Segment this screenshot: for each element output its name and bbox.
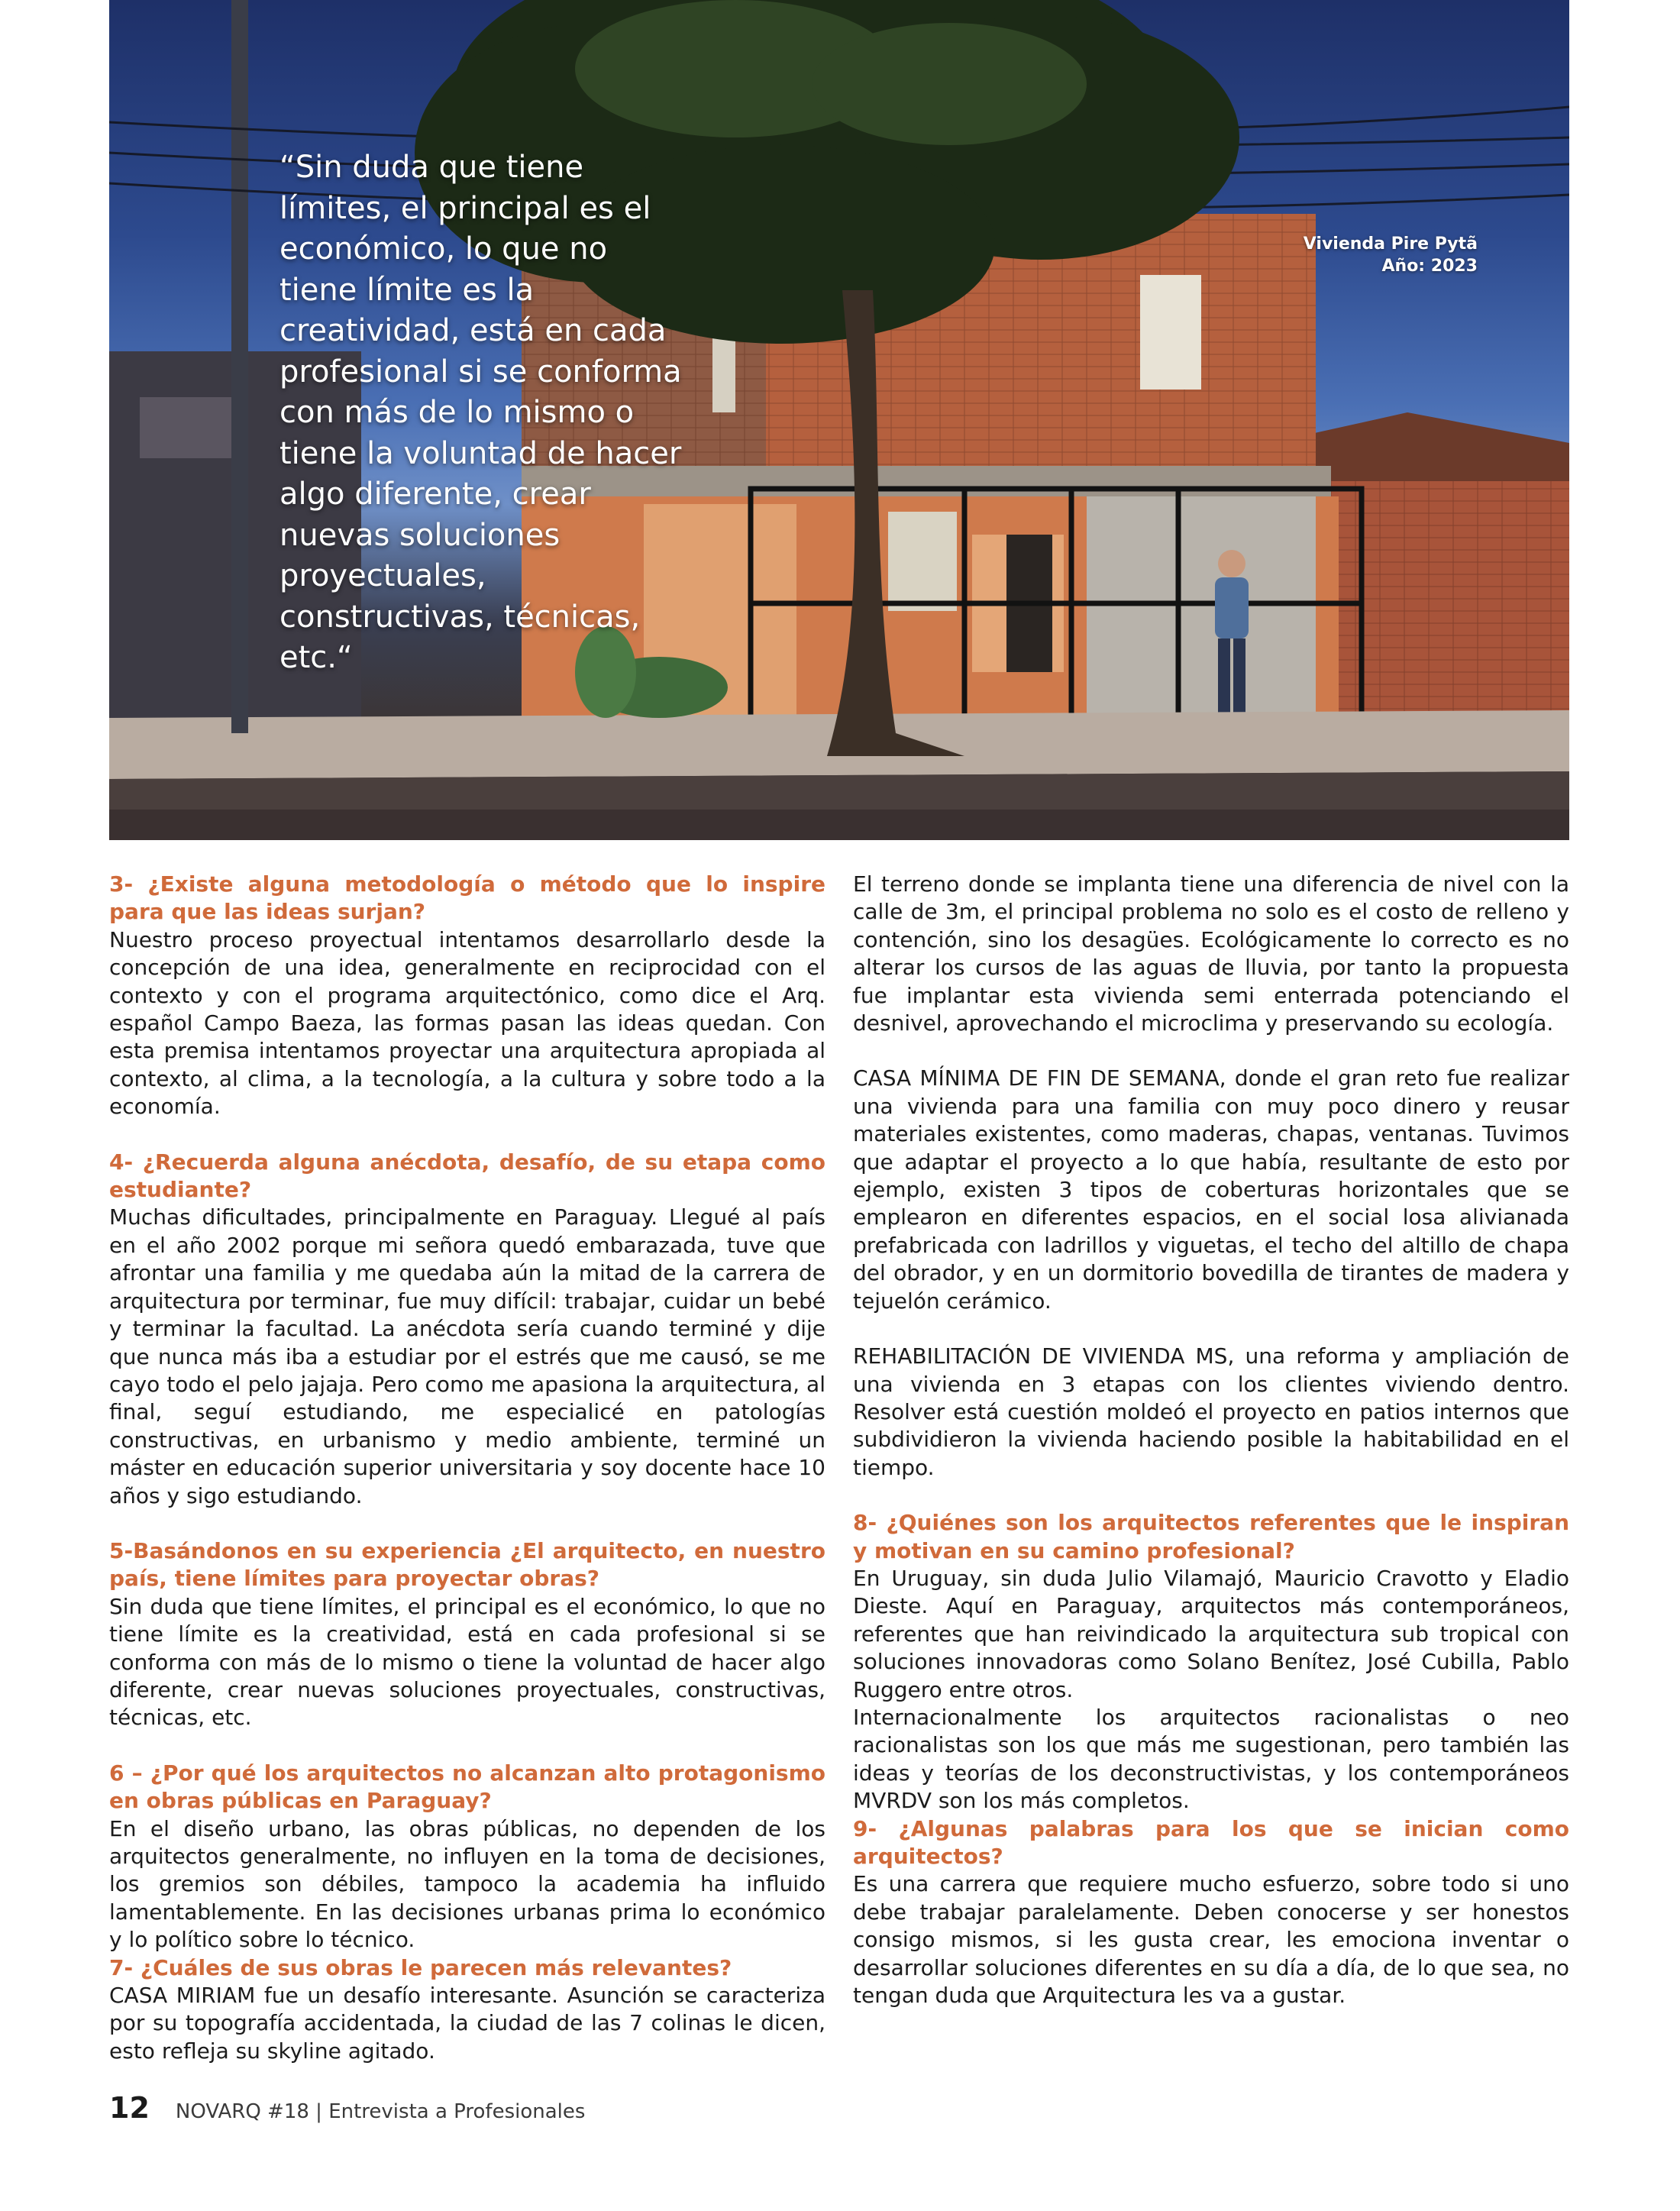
caption-project-name: Vivienda Pire Pytã (1303, 234, 1478, 254)
left-column (109, 871, 825, 2065)
page-number: 12 (109, 2091, 150, 2125)
question-4: 4- ¿Recuerda alguna anécdota, desafío, de su etapa como estudiante? (109, 1149, 825, 1203)
photo-caption (1304, 233, 1478, 277)
answer-9: Es una carrera que requiere mucho esfuerzo, sobre todo si uno debe trabajar paralelamente. Deben conocerse y ser honestos consigo mismos, si les gusta crear, les emociona inventar o desarrollar soluciones diferentes en su día a día, de lo que sea, no tengan duda que Arquitectura les va a gustar. (853, 1871, 1569, 2009)
question-9: 9- ¿Algunas palabras para los que se inician como arquitectos? (853, 1815, 1569, 1869)
answer-7: CASA MIRIAM fue un desafío interesante. Asunción se caracteriza por su topografía accidentada, la ciudad de las 7 colinas le dicen, esto refleja su skyline agitado. (109, 1983, 825, 2064)
question-5: 5-Basándonos en su experiencia ¿El arquitecto, en nuestro país, tiene límites para proyectar obras? (109, 1537, 825, 1592)
caption-year: Año: 2023 (1381, 257, 1478, 276)
paragraph-casa-miriam: El terreno donde se implanta tiene una diferencia de nivel con la calle de 3m, el principal problema no solo es el costo de relleno y contención, sino los desagües. Ecológicamente lo correcto es no alterar los cursos de las aguas de lluvia, por tanto la propuesta fue implantar esta vivienda semi enterrada potenciando el desnivel, aprovechando el microclima y preservando su ecología. (853, 871, 1569, 1036)
page-footer (109, 2091, 585, 2126)
question-3: 3- ¿Existe alguna metodología o método que lo inspire para que las ideas surjan? (109, 871, 825, 925)
question-8: 8- ¿Quiénes son los arquitectos referentes que le inspiran y motivan en su camino profesional? (853, 1510, 1569, 1563)
answer-4: Muchas dificultades, principalmente en Paraguay. Llegué al país en el año 2002 porque mi señora quedó embarazada, tuve que afrontar una familia y me quedaba aún la mitad de la carrera de arquitectura por terminar, fue muy difícil: trabajar, cuidar un bebé y terminar la facultad. La anécdota sería cuando terminé y dije que nunca más iba a estudiar por el estrés que me causó, se me cayo todo el pelo jajaja. Pero como me apasiona la arquitectura, al final, seguí estudiando, me especialicé en patologías constructivas, en urbanismo y medio ambiente, terminé un máster en educación superior universitaria y soy docente hace 10 años y sigo estudiando. (109, 1204, 825, 1508)
answer-6: En el diseño urbano, las obras públicas, no dependen de los arquitectos generalmente, no influyen en la toma de decisiones, los gremios son débiles, tampoco la academia ha influido lamentablemente. En las decisiones urbanas prima lo económico y lo político sobre lo técnico. (109, 1815, 825, 1953)
paragraph-casa-minima: CASA MÍNIMA DE FIN DE SEMANA, donde el gran reto fue realizar una vivienda para una familia con muy poco dinero y reusar materiales existentes, como maderas, chapas, ventanas. Tuvimos que adaptar el proyecto a lo que había, resultante de esto por ejemplo, existen 3 tipos de coberturas horizontales que se emplearon en diferentes espacios, en el social losa alivianada prefabricada con ladrillos y viguetas, el techo del altillo de chapa del obrador, y en un dormitorio bovedilla de tirantes de madera y tejuelón cerámico. (853, 1065, 1569, 1314)
answer-8-part-1: En Uruguay, sin duda Julio Vilamajó, Mauricio Cravotto y Eladio Dieste. Aquí en Paraguay, arquitectos más contemporáneos, referentes que han reivindicado la arquitectura sub tropical con soluciones innovadoras como Solano Benítez, José Cubilla, Pablo Ruggero entre otros. (853, 1565, 1569, 1702)
answer-3: Nuestro proceso proyectual intentamos desarrollarlo desde la concepción de una idea, generalmente en reciprocidad con el contexto y con el programa arquitectónico, como dice el Arq. español Campo Baeza, las formas pasan las ideas quedan. Con esta premisa intentamos proyectar una arquitectura apropiada al contexto, al clima, a la tecnología, a la cultura y sobre todo a la economía. (109, 926, 825, 1120)
publication-section: NOVARQ #18 | Entrevista a Profesionales (175, 2100, 586, 2123)
hero-photo (109, 0, 1569, 840)
answer-5: Sin duda que tiene límites, el principal es el económico, lo que no tiene límite es la creatividad, está en cada profesional si se conforma con más de lo mismo o tiene la voluntad de hacer algo diferente, crear nuevas soluciones proyectuales, constructivas, técnicas, etc. (109, 1593, 825, 1731)
question-6: 6 – ¿Por qué los arquitectos no alcanzan alto protagonismo en obras públicas en Paraguay? (109, 1760, 825, 1814)
answer-8-part-2: Internacionalmente los arquitectos racionalistas o neo racionalistas son los que más me sugestionan, pero también las ideas y teorías de los deconstructivistas, y los contemporáneos MVRDV son los más completos. (853, 1704, 1569, 1814)
pull-quote: “Sin duda que tiene límites, el principal es el económico, lo que no tiene límite es la creatividad, está en cada profesional si se conforma con más de lo mismo o tiene la voluntad de hacer algo diferente, crear nuevas soluciones proyectuales, constructivas, técnicas, etc.“ (279, 150, 682, 675)
right-column (853, 871, 1569, 2009)
paragraph-rehabilitacion: REHABILITACIÓN DE VIVIENDA MS, una reforma y ampliación de una vivienda en 3 etapas con los clientes viviendo dentro. Resolver está cuestión moldeó el proyecto en patios internos que subdividieron la vivienda haciendo posible la habitabilidad en el tiempo. (853, 1343, 1569, 1480)
question-7: 7- ¿Cuáles de sus obras le parecen más relevantes? (109, 1954, 732, 1980)
